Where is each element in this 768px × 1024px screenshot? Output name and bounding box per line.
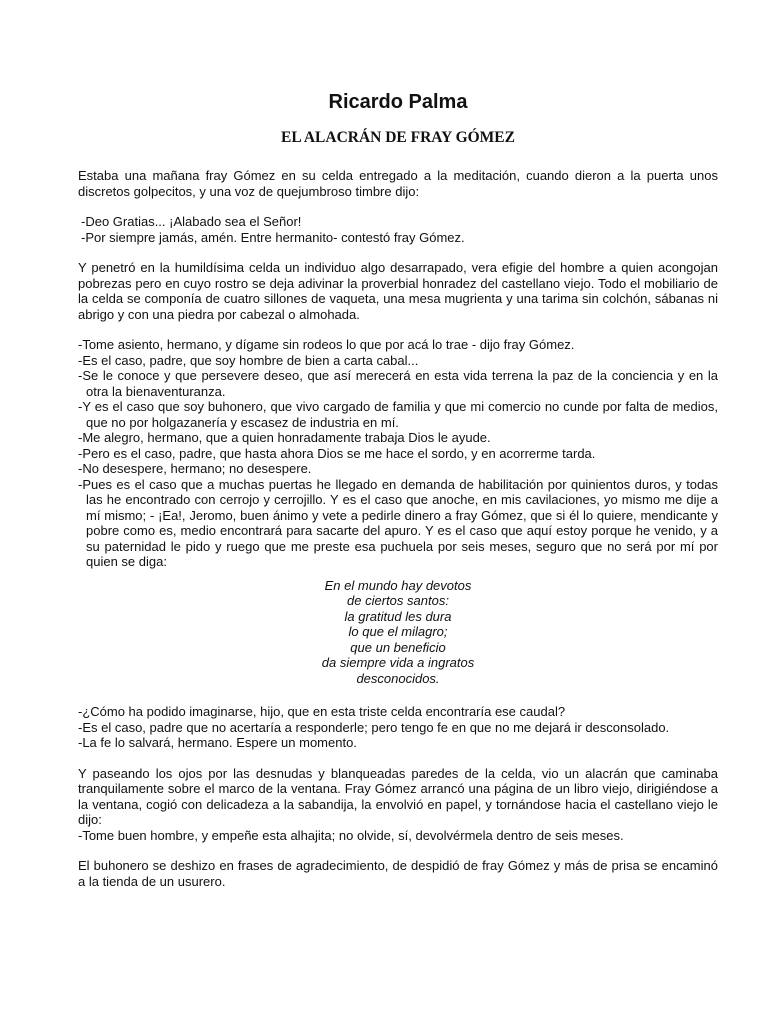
dialogue-line: -Por siempre jamás, amén. Entre hermanito- contestó fray Gómez. bbox=[81, 229, 465, 245]
paragraph-closing: El buhonero se deshizo en frases de agradecimiento, de despidió de fray Gómez y más de prisa se encaminó a la tienda de un usurero. bbox=[78, 858, 718, 889]
verse-line: da siempre vida a ingratos bbox=[321, 655, 475, 670]
dialogue-line: -La fe lo salvará, hermano. Espere un momento. bbox=[78, 735, 357, 750]
dialogue-line: -Deo Gratias... ¡Alabado sea el Señor! bbox=[81, 214, 302, 229]
dialogue-line: -Tome asiento, hermano, y dígame sin rodeos lo que por acá lo trae - dijo fray Gómez. bbox=[78, 337, 575, 352]
paragraph-description: Y penetró en la humildísima celda un individuo algo desarrapado, vera efigie del hombre a quien acongojan pobrezas pero en cuyo rostro se deja adivinar la proverbial honradez del castellano viejo. Todo el mobiliario de la celda se componía de cuatro sillones de vaqueta, una mesa mugrienta y una tarima sin colchón, sábanas ni abrigo y con una piedra por cabezal o almohada. bbox=[78, 260, 718, 322]
verse-block bbox=[78, 578, 718, 687]
dialogue-greeting bbox=[78, 214, 718, 245]
dialogue-line: -Pero es el caso, padre, que hasta ahora Dios se me hace el sordo, y en acorrerme tarda. bbox=[78, 445, 596, 461]
paragraph-scorpion-text: Y paseando los ojos por las desnudas y blanqueadas paredes de la celda, vio un alacrán que caminaba tranquilamente sobre el marco de la ventana. Fray Gómez arrancó una página de un libro viejo, dirigiéndose a la ventana, cogió con delicadeza a la sabandija, la envolvió en papel, y tornándose hacia el castellano viejo le dijo: bbox=[78, 765, 718, 827]
dialogue-line: -No desespere, hermano; no desespere. bbox=[78, 461, 312, 476]
dialogue-line: -¿Cómo ha podido imaginarse, hijo, que en esta triste celda encontraría ese caudal? bbox=[78, 704, 566, 719]
story-title: EL ALACRÁN DE FRAY GÓMEZ bbox=[281, 129, 515, 146]
dialogue-line: -Tome buen hombre, y empeñe esta alhajita; no olvide, sí, devolvérmela dentro de seis meses. bbox=[78, 827, 624, 843]
verse-line: de ciertos santos: bbox=[347, 593, 449, 608]
document-page bbox=[78, 88, 718, 904]
dialogue-line: -Es el caso, padre, que soy hombre de bien a carta cabal... bbox=[78, 352, 419, 368]
dialogue-line: -Pues es el caso que a muchas puertas he llegado en demanda de habilitación por quinientos duros, y todas las he encontrado con cerrojo y cerrojillo. Y es el caso que anoche, en mis cavilaciones, yo mismo me dije a mí mismo; - ¡Ea!, Jeromo, buen ánimo y vete a pedirle dinero a fray Gómez, que si él lo quiere, mendicante y pobre como es, medio encontrará para sacarte del apuro. Y es el caso que aquí estoy porque he venido, y a su paternidad le pido y ruego que me preste esa puchuela por seis meses, seguro que no será por mí por quien se diga: bbox=[78, 476, 718, 569]
dialogue-line: -Se le conoce y que persevere deseo, que así merecerá en esta vida terrena la paz de la conciencia y en la otra la bienaventuranza. bbox=[78, 368, 718, 399]
dialogue-line: -Y es el caso que soy buhonero, que vivo cargado de familia y que mi comercio no cunde por falta de medios, que no por holgazanería y escasez de industria en mí. bbox=[78, 399, 718, 430]
dialogue-request bbox=[78, 337, 718, 570]
dialogue-faith bbox=[78, 704, 718, 751]
verse-line: desconocidos. bbox=[356, 670, 440, 686]
dialogue-line: -Me alegro, hermano, que a quien honradamente trabaja Dios le ayude. bbox=[78, 430, 491, 445]
paragraph-opening: Estaba una mañana fray Gómez en su celda entregado a la meditación, cuando dieron a la puerta unos discretos golpecitos, y una voz de quejumbroso timbre dijo: bbox=[78, 168, 718, 199]
verse-line: lo que el milagro; bbox=[348, 624, 448, 639]
verse-line: En el mundo hay devotos bbox=[324, 577, 472, 593]
dialogue-line: -Es el caso, padre que no acertaría a responderle; pero tengo fe en que no me dejará ir desconsolado. bbox=[78, 719, 670, 735]
verse-line: la gratitud les dura bbox=[344, 608, 452, 624]
paragraph-scorpion bbox=[78, 766, 718, 844]
verse-line: que un beneficio bbox=[350, 639, 446, 655]
author-heading: Ricardo Palma bbox=[328, 91, 468, 113]
